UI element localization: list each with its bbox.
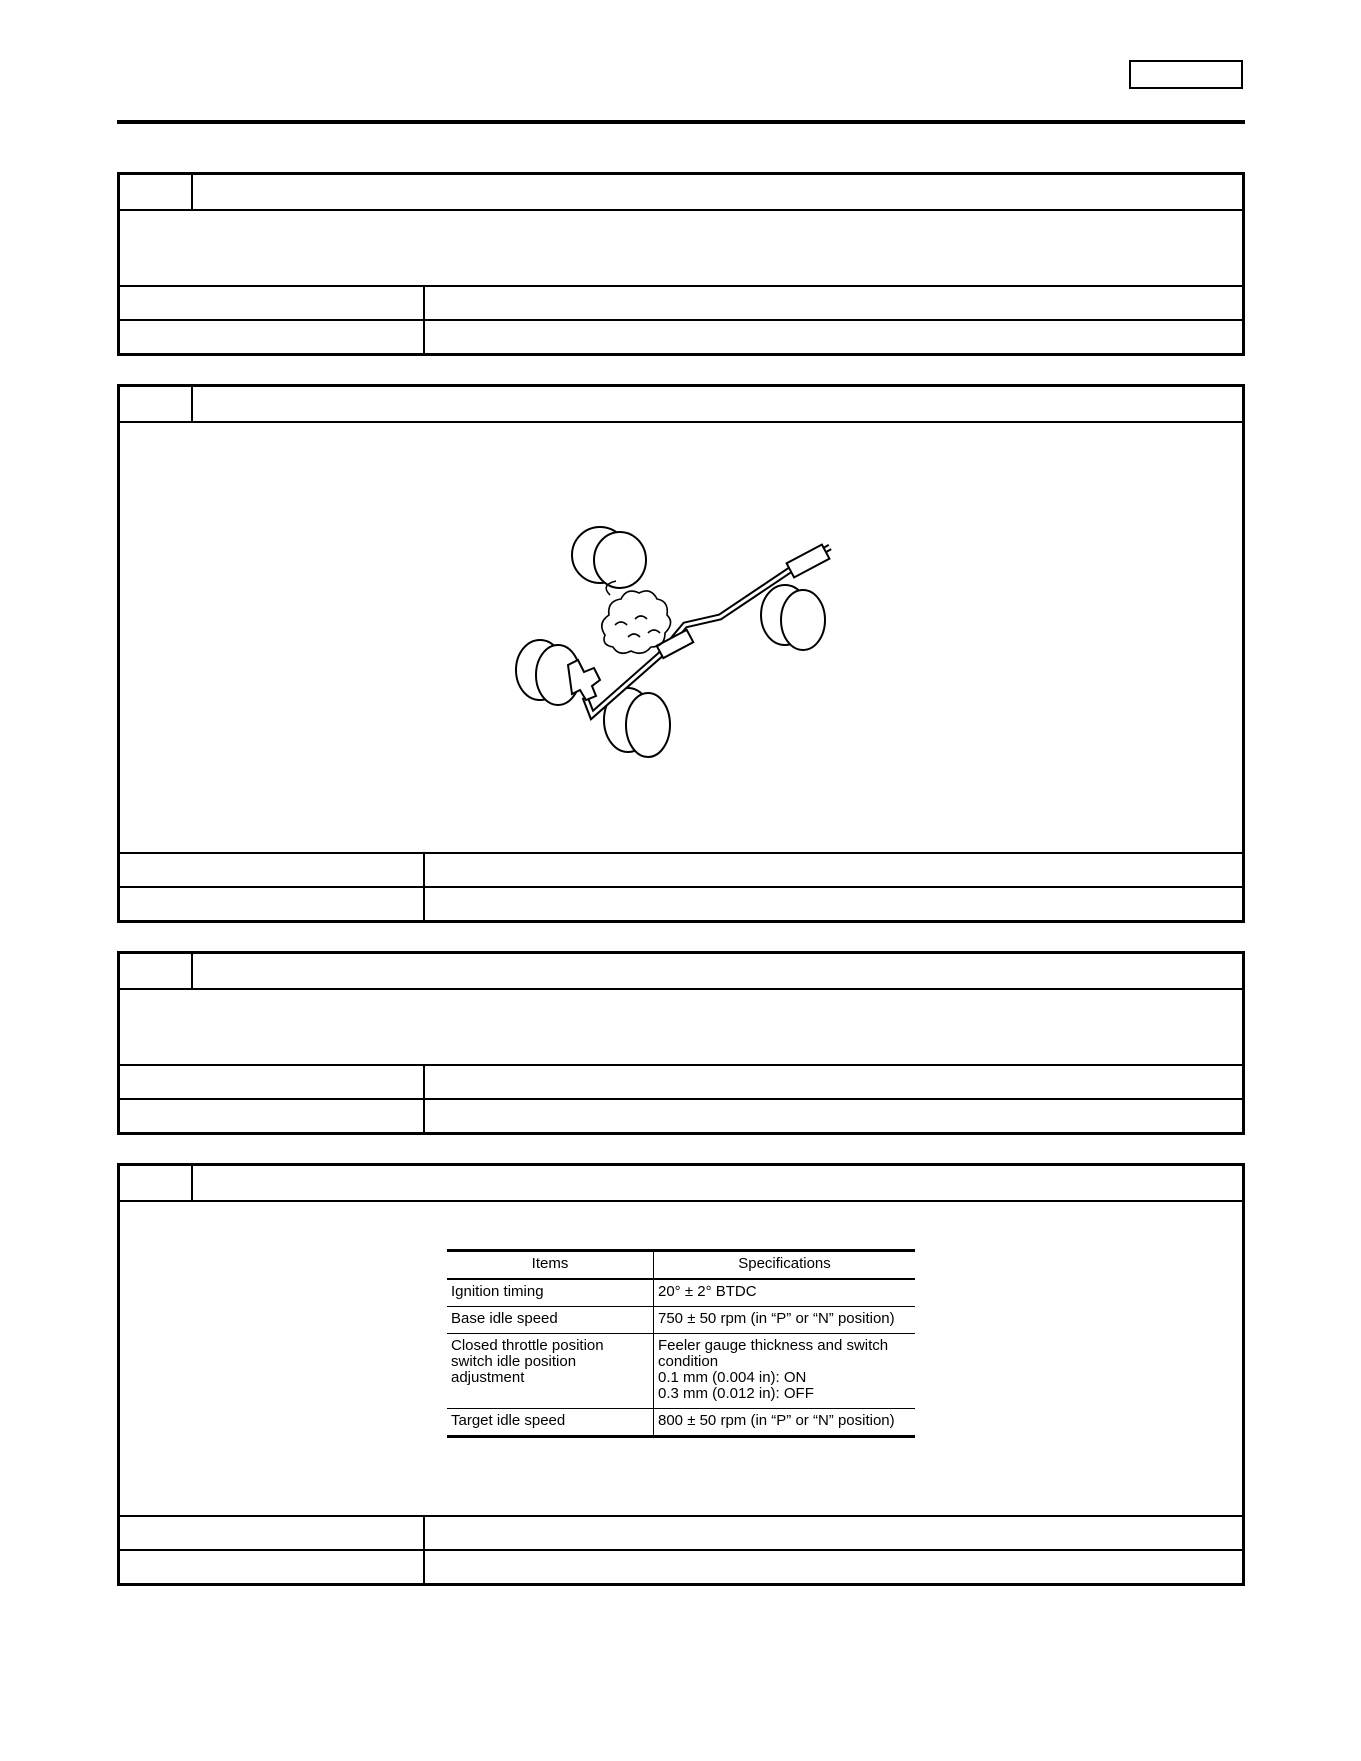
spec-line: 20° ± 2° BTDC <box>658 1283 757 1300</box>
spec-cell <box>654 1334 916 1409</box>
table-row <box>447 1409 915 1437</box>
wheel-icon <box>572 527 646 588</box>
inspection-step-1 <box>117 172 1245 356</box>
page-code-box <box>1129 60 1243 89</box>
muffler <box>787 545 830 578</box>
step-number-cell <box>120 175 193 209</box>
result-row-ng <box>120 1098 1242 1132</box>
result-row-ng <box>120 1549 1242 1583</box>
result-row-ng <box>120 886 1242 920</box>
item-cell: Ignition timing <box>447 1279 654 1307</box>
header-rule <box>117 120 1245 124</box>
item-cell: Base idle speed <box>447 1307 654 1334</box>
table-row <box>447 1307 915 1334</box>
exhaust-manifold <box>568 660 600 700</box>
spec-line: 750 ± 50 rpm (in “P” or “N” position) <box>658 1310 895 1327</box>
step-header <box>120 1166 1242 1202</box>
table-header-row <box>447 1251 915 1280</box>
table-row <box>447 1279 915 1307</box>
smoke-icon <box>602 581 671 653</box>
result-label-cell <box>120 1100 425 1132</box>
result-label-cell <box>120 888 425 920</box>
result-label-cell <box>120 1551 425 1583</box>
step-header <box>120 387 1242 423</box>
wheel-icon <box>761 585 825 650</box>
result-row-ok <box>120 1064 1242 1098</box>
spec-line: 800 ± 50 rpm (in “P” or “N” position) <box>658 1412 895 1429</box>
result-row-ok <box>120 852 1242 886</box>
step-number-cell <box>120 1166 193 1200</box>
idle-specifications-table <box>447 1249 915 1438</box>
step-header <box>120 175 1242 211</box>
result-row-ok <box>120 285 1242 319</box>
spec-cell <box>654 1279 916 1307</box>
column-header-specifications: Specifications <box>654 1251 916 1280</box>
table-row <box>447 1334 915 1409</box>
result-label-cell <box>120 287 425 319</box>
column-header-items: Items <box>447 1251 654 1280</box>
result-label-cell <box>120 321 425 353</box>
spec-line: 0.1 mm (0.004 in): ON <box>658 1369 807 1386</box>
spec-cell <box>654 1307 916 1334</box>
result-row-ok <box>120 1515 1242 1549</box>
step-number-cell <box>120 954 193 988</box>
spec-line: Feeler gauge thickness and switch condition <box>658 1337 889 1370</box>
inspection-step-3 <box>117 951 1245 1135</box>
exhaust-system-smoke-illustration <box>510 525 850 765</box>
item-cell: Target idle speed <box>447 1409 654 1437</box>
result-row-ng <box>120 319 1242 353</box>
result-label-cell <box>120 1066 425 1098</box>
spec-cell <box>654 1409 916 1437</box>
spec-line: 0.3 mm (0.012 in): OFF <box>658 1385 814 1402</box>
result-label-cell <box>120 854 425 886</box>
step-header <box>120 954 1242 990</box>
item-cell: Closed throttle position switch idle position adjustment <box>447 1334 654 1409</box>
result-label-cell <box>120 1517 425 1549</box>
step-number-cell <box>120 387 193 421</box>
